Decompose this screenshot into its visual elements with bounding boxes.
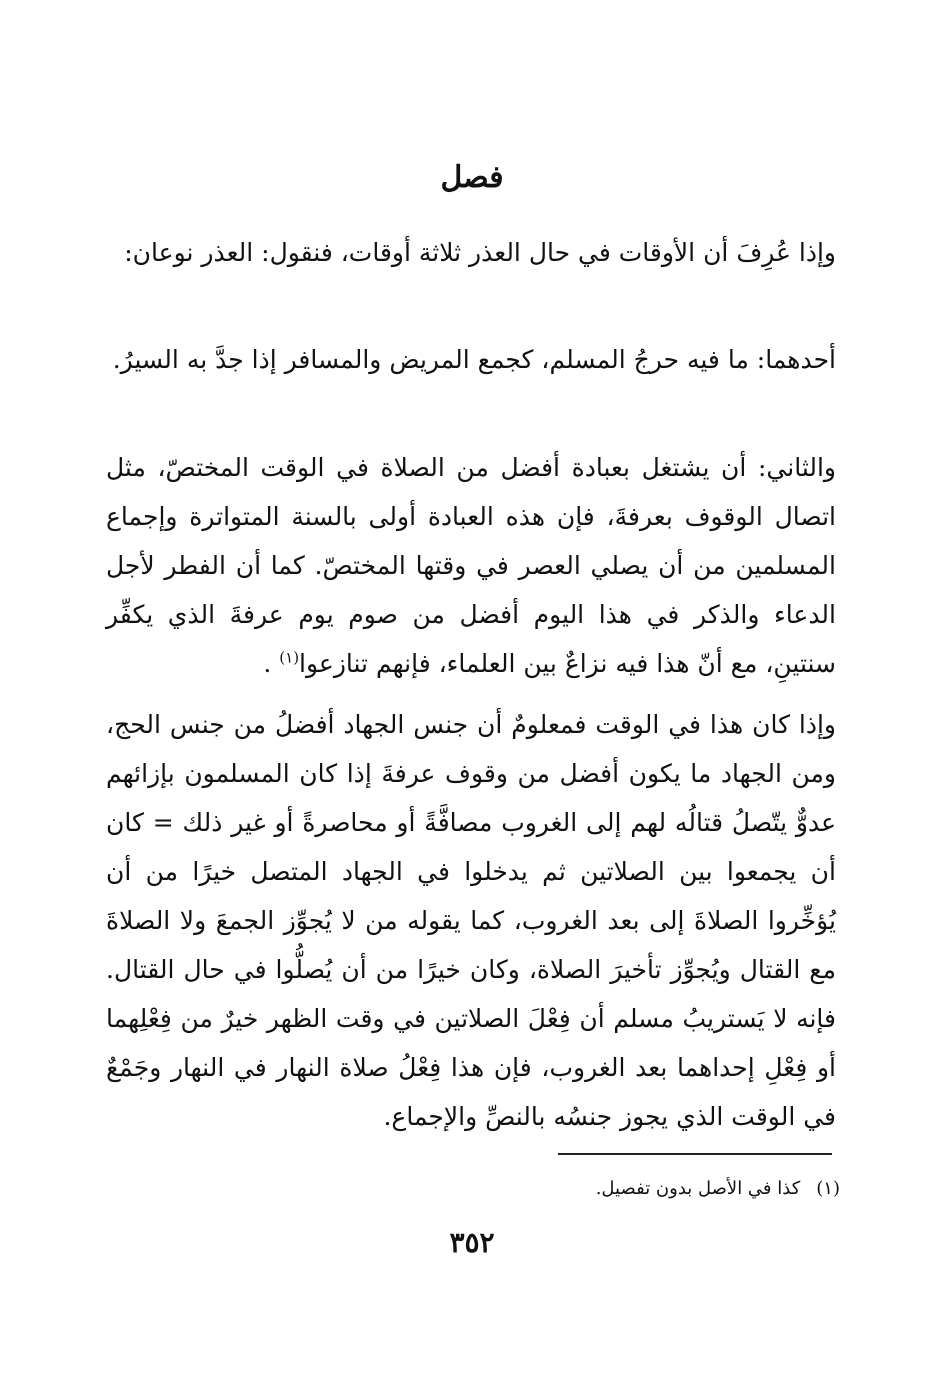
footnote-reference[interactable]: (١) <box>279 648 300 667</box>
paragraph-3-end: . <box>263 649 272 678</box>
paragraph-2-text: أحدهما: ما فيه حرجُ المسلم، كجمع المريض والمسافر إذا جدَّ به السيرُ. <box>112 345 836 374</box>
footnote-text: كذا في الأصل بدون تفصيل. <box>595 1178 801 1199</box>
paragraph-1 <box>106 228 836 277</box>
footnote-divider <box>558 1153 832 1155</box>
footnote-marker: (١) <box>816 1178 840 1199</box>
paragraph-1-text: وإذا عُرِفَ أن الأوقات في حال العذر ثلاثة أوقات، فنقول: العذر نوعان: <box>124 238 836 267</box>
paragraph-4 <box>106 700 836 1141</box>
page-number: ٣٥٢ <box>449 1226 495 1259</box>
paragraph-3 <box>106 443 836 688</box>
paragraph-2 <box>106 335 836 384</box>
paragraph-3-text: والثاني: أن يشتغل بعبادة أفضل من الصلاة في الوقت المختصّ، مثل اتصال الوقوف بعرفةَ، فإن هذه العبادة أولى بالسنة المتواترة وإجماع المسلمين من أن يصلي العصر في وقتها المختصّ. كما أن الفطر لأجل الدعاء والذكر في هذا اليوم أفضل من صوم يوم عرفةَ الذي يكفِّر سنتينِ، مع أنّ هذا فيه نزاعٌ بين العلماء، فإنهم تنازعوا <box>106 453 836 678</box>
section-heading: فصل <box>440 160 504 195</box>
paragraph-4-text: وإذا كان هذا في الوقت فمعلومٌ أن جنس الجهاد أفضلُ من جنس الحج، ومن الجهاد ما يكون أفضل من وقوف عرفةَ إذا كان المسلمون بإزائهم عدوٌّ يتّصلُ قتالُه لهم إلى الغروب مصافَّةً أو محاصرةً أو غير ذلك = كان أن يجمعوا بين الصلاتين ثم يدخلوا في الجهاد المتصل خيرًا من أن يُؤخِّروا الصلاةَ إلى بعد الغروب، كما يقوله من لا يُجوِّز الجمعَ ولا الصلاةَ مع القتال ويُجوِّز تأخيرَ الصلاة، وكان خيرًا من أن يُصلُّوا في حال القتال. فإنه لا يَستريبُ مسلم أن فِعْلَ الصلاتين في وقت الظهر خيرٌ من فِعْلِهما أو فِعْلِ إحداهما بعد الغروب، فإن هذا فِعْلُ صلاة النهار في النهار وجَمْعٌ في الوقت الذي يجوز جنسُه بالنصِّ والإجماع. <box>106 710 836 1131</box>
footnote <box>596 1178 840 1199</box>
